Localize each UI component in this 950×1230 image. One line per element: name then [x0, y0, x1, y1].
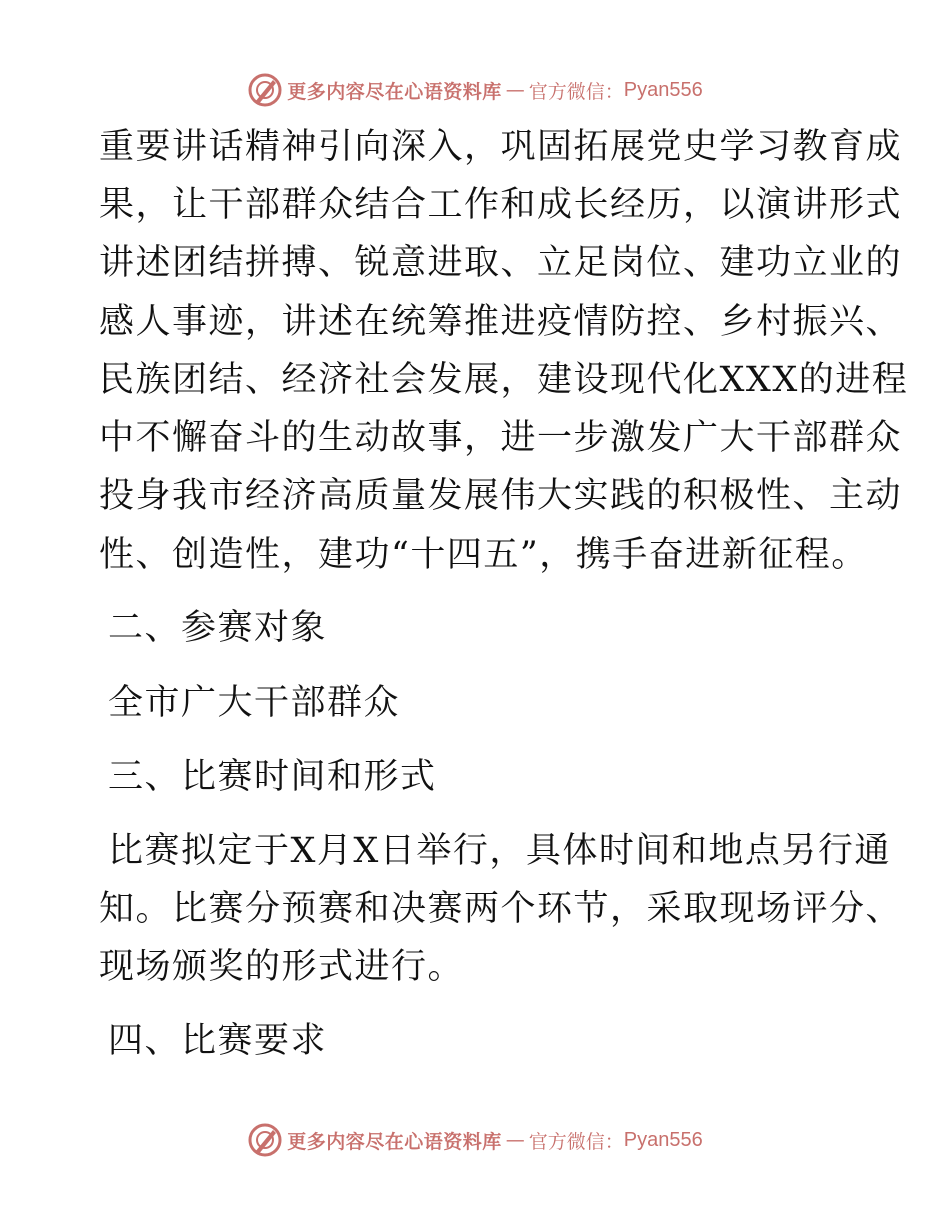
paragraph-line: 果，让干部群众结合工作和成长经历，以演讲形式: [99, 185, 903, 225]
watermark-wechat-id: Pyan556: [623, 78, 703, 101]
watermark-wechat-id: Pyan556: [623, 1128, 703, 1151]
paragraph-line: 感人事迹，讲述在统筹推进疫情防控、乡村振兴、: [99, 302, 903, 342]
paragraph-line: 投身我市经济高质量发展伟大实践的积极性、主动: [99, 476, 903, 516]
paragraph-line: 性、创造性，建功“十四五”，携手奋进新征程。: [99, 535, 868, 575]
watermark-wechat-label: 官方微信：: [528, 1130, 624, 1153]
watermark-dash: —: [505, 79, 525, 101]
watermark-wechat-label: 官方微信：: [528, 80, 624, 103]
paragraph-line: 重要讲话精神引向深入，巩固拓展党史学习教育成: [99, 127, 903, 167]
watermark-text: 更多内容尽在心语资料库: [287, 1130, 502, 1153]
paragraph-line: 民族团结、经济社会发展，建设现代化XXX的进程: [99, 360, 909, 400]
watermark-dash: —: [505, 1129, 525, 1151]
paragraph-line: 知。比赛分预赛和决赛两个环节，采取现场评分、: [99, 889, 903, 929]
brand-logo-icon: [247, 1122, 283, 1158]
section-heading-participants: 二、参赛对象: [108, 608, 328, 648]
participants-text: 全市广大干部群众: [108, 683, 401, 723]
section-heading-requirements: 四、比赛要求: [108, 1021, 328, 1061]
paragraph-line: 中不懈奋斗的生动故事，进一步激发广大干部群众: [99, 418, 903, 458]
footer-watermark: [0, 1120, 950, 1160]
paragraph-line: 现场颁奖的形式进行。: [99, 947, 465, 987]
watermark-text: 更多内容尽在心语资料库: [287, 80, 502, 103]
paragraph-line: 比赛拟定于X月X日举行，具体时间和地点另行通: [108, 831, 891, 871]
paragraph-line: 讲述团结拼搏、锐意进取、立足岗位、建功立业的: [99, 243, 903, 283]
header-watermark: [0, 70, 950, 110]
brand-logo-icon: [247, 72, 283, 108]
section-heading-time-format: 三、比赛时间和形式: [108, 757, 437, 797]
